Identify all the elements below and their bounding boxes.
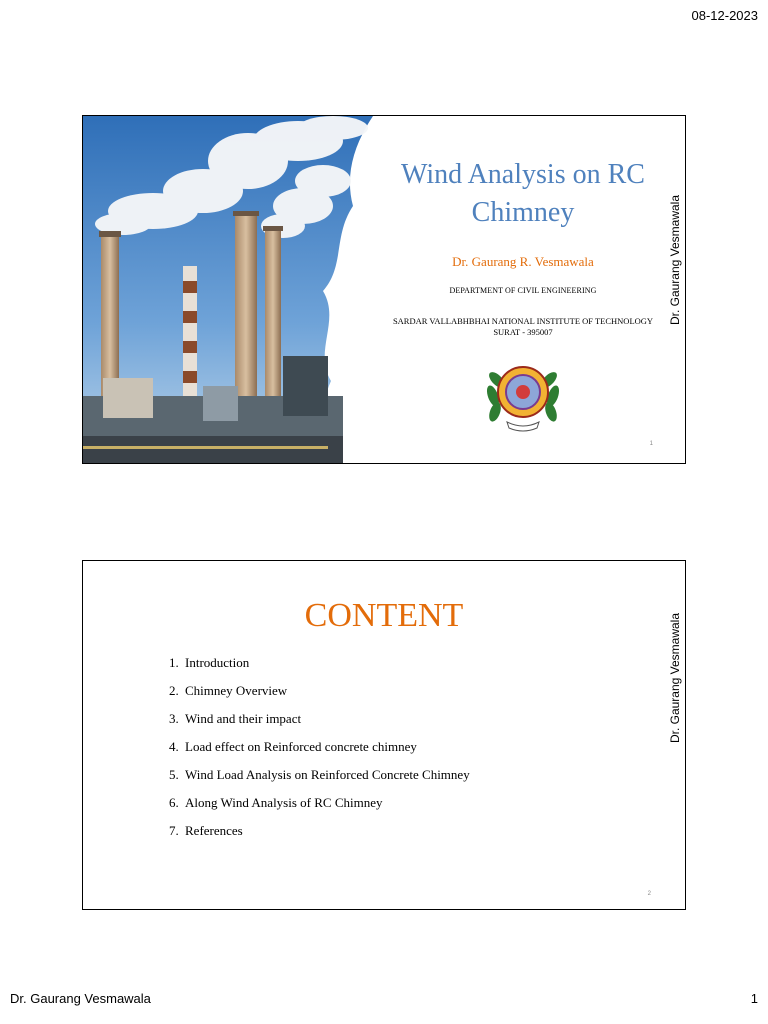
chimney-photo — [83, 116, 383, 463]
list-number: 7. — [169, 823, 179, 838]
list-text: Wind and their impact — [185, 711, 302, 726]
title-slide — [82, 115, 686, 464]
list-number: 5. — [169, 767, 179, 782]
institute-name — [365, 316, 681, 338]
slide-number: 2 — [647, 891, 651, 897]
slide-number: 1 — [649, 441, 653, 447]
list-number: 3. — [169, 711, 179, 726]
list-text: Load effect on Reinforced concrete chimney — [185, 739, 417, 754]
list-text: Wind Load Analysis on Reinforced Concrete Chimney — [185, 767, 470, 782]
side-author-label — [665, 116, 685, 463]
content-list — [169, 655, 470, 851]
list-item — [169, 739, 470, 767]
list-number: 2. — [169, 683, 179, 698]
list-text: References — [185, 823, 243, 838]
list-number: 6. — [169, 795, 179, 810]
institute-city: SURAT - 395007 — [493, 327, 553, 337]
side-author-text: Dr. Gaurang Vesmawala — [668, 194, 683, 325]
list-number: 1. — [169, 655, 179, 670]
presenter-name: Dr. Gaurang R. Vesmawala — [452, 254, 594, 269]
list-item — [169, 683, 470, 711]
list-text: Introduction — [185, 655, 250, 670]
list-number: 4. — [169, 739, 179, 754]
list-item — [169, 767, 470, 795]
institute-line: SARDAR VALLABHBHAI NATIONAL INSTITUTE OF TECHNOLOGY — [392, 316, 654, 326]
side-author-label — [665, 561, 685, 909]
content-slide — [82, 560, 686, 910]
list-item — [169, 711, 470, 739]
side-author-text: Dr. Gaurang Vesmawala — [668, 612, 683, 743]
institute-logo — [483, 356, 563, 436]
list-item — [169, 795, 470, 823]
content-title: CONTENT — [304, 597, 464, 634]
page-date: 08-12-2023 — [691, 8, 758, 23]
footer-author: Dr. Gaurang Vesmawala — [10, 991, 151, 1006]
list-item — [169, 655, 470, 683]
list-text: Along Wind Analysis of RC Chimney — [185, 795, 383, 810]
footer-page-number: 1 — [750, 991, 758, 1006]
list-text: Chimney Overview — [185, 683, 288, 698]
department-name: DEPARTMENT OF CIVIL ENGINEERING — [449, 286, 597, 295]
list-item — [169, 823, 470, 851]
slide-title: Wind Analysis on RC Chimney — [401, 159, 645, 228]
